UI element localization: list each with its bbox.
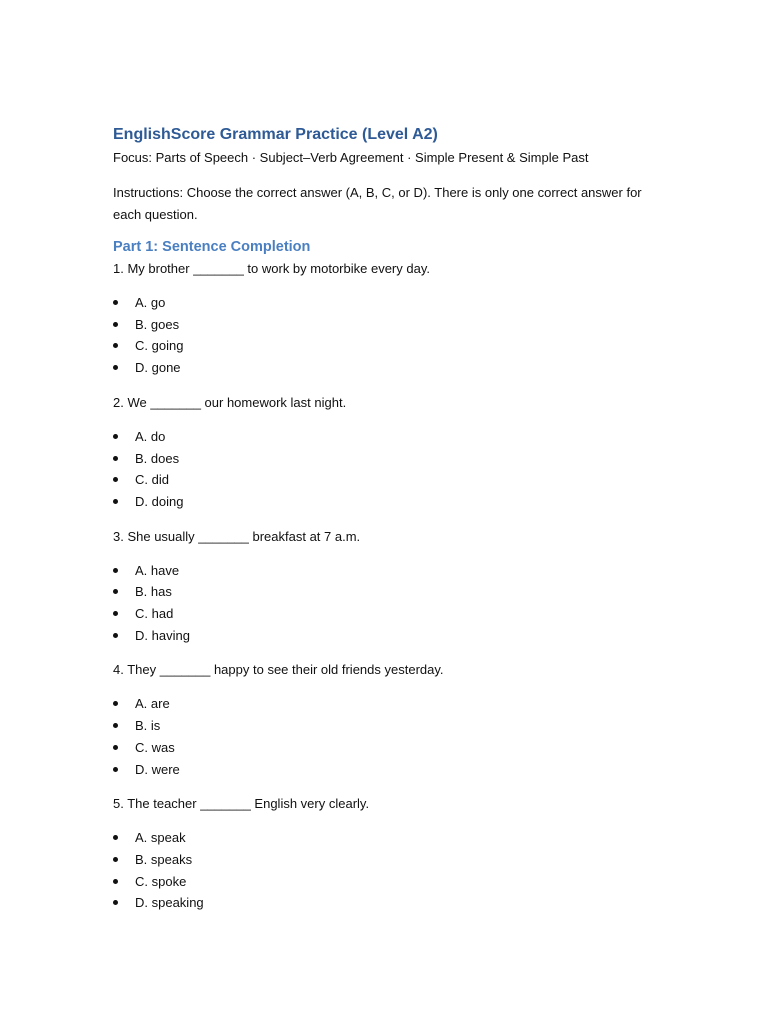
option-label: D. speaking (135, 895, 204, 911)
option-item (113, 469, 673, 491)
question-text: 3. She usually _______ breakfast at 7 a.m. (113, 528, 361, 544)
option-list (113, 693, 673, 780)
option-item (113, 603, 673, 625)
option-label: C. had (135, 606, 174, 622)
option-item (113, 693, 673, 715)
bullet-icon (113, 745, 118, 750)
option-item (113, 625, 673, 647)
option-item (113, 426, 673, 448)
bullet-icon (113, 300, 118, 305)
bullet-icon (113, 835, 118, 840)
option-label: A. go (135, 295, 166, 310)
option-label: C. going (135, 338, 184, 354)
option-list (113, 292, 673, 379)
focus-line: Focus: Parts of Speech · Subject–Verb Agreement · Simple Present & Simple Past (113, 150, 589, 165)
option-label: B. does (135, 450, 180, 466)
option-item (113, 581, 673, 603)
question-3 (113, 527, 673, 647)
question-text: 2. We _______ our homework last night. (113, 394, 347, 410)
bullet-icon (113, 343, 118, 348)
option-label: D. having (135, 627, 190, 643)
option-item (113, 357, 673, 379)
option-label: D. doing (135, 493, 184, 509)
bullet-icon (113, 568, 118, 573)
question-4 (113, 660, 673, 780)
option-item (113, 560, 673, 582)
bullet-icon (113, 365, 118, 370)
bullet-icon (113, 767, 118, 772)
option-item (113, 335, 673, 357)
bullet-icon (113, 701, 118, 706)
bullet-icon (113, 611, 118, 616)
option-label: B. speaks (135, 851, 193, 867)
question-text: 4. They _______ happy to see their old friends yesterday. (113, 662, 444, 678)
part-1-section (113, 237, 673, 914)
option-item (113, 314, 673, 336)
option-label: C. did (135, 472, 169, 488)
option-item (113, 849, 673, 871)
bullet-icon (113, 857, 118, 862)
bullet-icon (113, 434, 118, 439)
option-item (113, 491, 673, 513)
option-item (113, 827, 673, 849)
question-2 (113, 393, 673, 513)
option-label: B. goes (135, 316, 180, 332)
option-item (113, 892, 673, 914)
question-1 (113, 259, 673, 379)
option-label: B. is (135, 718, 161, 734)
bullet-icon (113, 589, 118, 594)
option-list (113, 560, 673, 647)
bullet-icon (113, 879, 118, 884)
option-label: C. spoke (135, 873, 187, 889)
option-list (113, 426, 673, 513)
bullet-icon (113, 456, 118, 461)
option-label: A. are (135, 696, 170, 712)
bullet-icon (113, 322, 118, 327)
option-item (113, 448, 673, 470)
bullet-icon (113, 900, 118, 905)
bullet-icon (113, 499, 118, 504)
part-1-heading: Part 1: Sentence Completion (113, 239, 311, 255)
option-label: A. have (135, 562, 180, 578)
bullet-icon (113, 633, 118, 638)
option-list (113, 827, 673, 914)
bullet-icon (113, 723, 118, 728)
option-label: C. was (135, 739, 175, 755)
document-title: EnglishScore Grammar Practice (Level A2) (113, 126, 438, 143)
option-item (113, 715, 673, 737)
option-label: B. has (135, 584, 172, 600)
option-item (113, 759, 673, 781)
option-label: A. do (135, 428, 166, 444)
option-item (113, 737, 673, 759)
option-label: D. were (135, 761, 180, 777)
option-label: A. speak (135, 830, 186, 846)
question-text: 1. My brother _______ to work by motorbike every day. (113, 261, 430, 276)
option-label: D. gone (135, 360, 181, 376)
document-page (113, 124, 673, 928)
option-item (113, 871, 673, 893)
instructions: Instructions: Choose the correct answer (A, B, C, or D). There is only one correct answer for each question. (113, 185, 642, 222)
question-5 (113, 794, 673, 914)
bullet-icon (113, 477, 118, 482)
question-text: 5. The teacher _______ English very clearly. (113, 796, 370, 812)
option-item (113, 292, 673, 314)
